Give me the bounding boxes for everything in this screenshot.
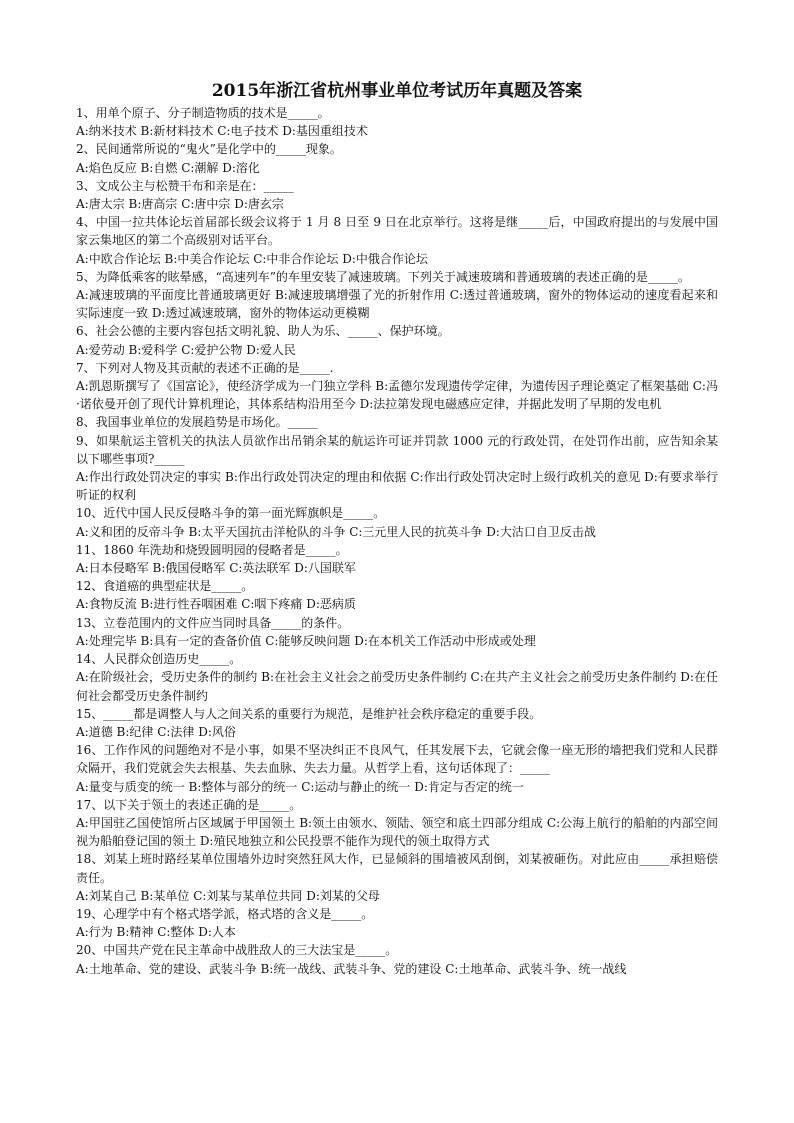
question-text: 4、中国一拉共体论坛首届部长级会议将于 1 月 8 日至 9 日在北京举行。这将是继_____后，中国政府提出的与发展中国家云集地区的第二个高级别对话平台。 <box>76 215 718 248</box>
question-text: 1、用单个原子、分子制造物质的技术是_____。 <box>76 106 330 120</box>
answer-options: A:义和团的反帝斗争 B:太平天国抗击洋枪队的斗争 C:三元里人民的抗英斗争 D:大沽口自卫反击战 <box>76 524 596 539</box>
question-text: 19、心理学中有个格式塔学派，格式塔的含义是_____。 <box>76 906 374 921</box>
answer-options: A:刘某自己 B:某单位 C:刘某与某单位共同 D:刘某的父母 <box>76 888 380 903</box>
question-text: 2、民间通常所说的“鬼火”是化学中的_____现象。 <box>76 142 342 157</box>
answer-options: A:爱劳动 B:爱科学 C:爱护公物 D:爱人民 <box>76 342 296 357</box>
question-text: 17、以下关于领土的表述正确的是_____。 <box>76 797 302 812</box>
answer-options: A:甲国驻乙国使馆所占区域属于甲国领土 B:领土由领水、领陆、领空和底土四部分组成 C:公海上航行的船舶的内部空间视为船舶登记国的领土 D:殖民地独立和公民投票不能作为现代的领土取得方式 <box>76 815 718 849</box>
question-text: 13、立卷范围内的文件应当同时具备_____的条件。 <box>76 615 350 630</box>
answer-options: A:量变与质变的统一 B:整体与部分的统一 C:运动与静止的统一 D:肯定与否定的统一 <box>76 779 524 794</box>
question-text: 12、食道癌的典型症状是_____。 <box>76 579 254 594</box>
answer-options: A:唐太宗 B:唐高宗 C:唐中宗 D:唐玄宗 <box>76 197 284 212</box>
answer-options: A:道德 B:纪律 C:法律 D:风俗 <box>76 724 236 739</box>
answer-options: A:纳米技术 B:新材料技术 C:电子技术 D:基因重组技术 <box>76 124 368 139</box>
question-text: 10、近代中国人民反侵略斗争的第一面光辉旗帜是_____。 <box>76 506 386 521</box>
answer-options: A:凯恩斯撰写了《国富论》，使经济学成为一门独立学科 B:孟德尔发现遗传学定律，为遗传因子理论奠定了框架基础 C:冯·诺依曼开创了现代计算机理论，其体系结构沿用至今 D:法拉第发现电磁感应定律，并据此发明了早期的发电机 <box>76 379 718 412</box>
question-text: 6、社会公德的主要内容包括文明礼貌、助人为乐、_____、保护环境。 <box>76 324 450 339</box>
question-text: 20、中国共产党在民主革命中战胜敌人的三大法宝是_____。 <box>76 943 398 958</box>
answer-options: A:行为 B:精神 C:整体 D:人本 <box>76 925 236 940</box>
answer-options: A:食物反流 B:进行性吞咽困难 C:咽下疼痛 D:恶病质 <box>76 597 356 612</box>
question-text: 8、我国事业单位的发展趋势是市场化。_____ <box>76 415 318 430</box>
question-text: 14、人民群众创造历史_____。 <box>76 652 242 667</box>
answer-options: A:在阶级社会，受历史条件的制约 B:在社会主义社会之前受历史条件制约 C:在共产主义社会之前受历史条件制约 D:在任何社会都受历史条件制约 <box>76 670 718 703</box>
question-text: 15、_____都是调整人与人之间关系的重要行为规范，是维护社会秩序稳定的重要手段。 <box>76 706 542 721</box>
question-text: 7、下列对人物及其贡献的表述不正确的是_____. <box>76 360 334 375</box>
page-title: 2015年浙江省杭州事业单位考试历年真题及答案 <box>211 81 583 101</box>
answer-options: A:日本侵略军 B:俄国侵略军 C:英法联军 D:八国联军 <box>76 561 356 576</box>
document-page <box>76 78 718 978</box>
answer-options: A:土地革命、党的建设、武装斗争 B:统一战线、武装斗争、党的建设 C:土地革命、武装斗争、统一战线 <box>76 961 627 976</box>
question-text: 3、文成公主与松赞干布和亲是在：_____ <box>76 178 294 193</box>
answer-options: A:作出行政处罚决定的事实 B:作出行政处罚决定的理由和依据 C:作出行政处罚决定时上级行政机关的意见 D:有要求举行听证的权利 <box>76 470 718 503</box>
question-text: 16、工作作风的问题绝对不是小事，如果不坚决纠正不良风气，任其发展下去，它就会像一座无形的墙把我们党和人民群众隔开，我们党就会失去根基、失去血脉、失去力量。从哲学上看，这句话体现了：_____ <box>76 743 718 776</box>
answer-options: A:减速玻璃的平面度比普通玻璃更好 B:减速玻璃增强了光的折射作用 C:透过普通玻璃，窗外的物体运动的速度看起来和实际速度一致 D:透过减速玻璃，窗外的物体运动更模糊 <box>76 288 718 321</box>
answer-options: A:焰色反应 B:自燃 C:潮解 D:溶化 <box>76 160 260 175</box>
answer-options: A:处理完毕 B:具有一定的查备价值 C:能够反映问题 D:在本机关工作活动中形成或处理 <box>76 633 536 648</box>
question-list <box>76 104 718 978</box>
question-text: 5、为降低乘客的眩晕感，“高速列车”的车里安装了减速玻璃。下列关于减速玻璃和普通玻璃的表述正确的是_____。 <box>76 269 690 284</box>
question-text: 11、1860 年洗劫和烧毁圆明园的侵略者是_____。 <box>76 542 348 557</box>
answer-options: A:中欧合作论坛 B:中美合作论坛 C:中非合作论坛 D:中俄合作论坛 <box>76 251 428 266</box>
question-text: 9、如果航运主管机关的执法人员欲作出吊销余某的航运许可证并罚款 1000 元的行政处罚，在处罚作出前，应告知余某以下哪些事项?_____ <box>76 433 718 466</box>
question-text: 18、刘某上班时路经某单位围墙外边时突然狂风大作，已显倾斜的围墙被风刮倒，刘某被砸伤。对此应由_____承担赔偿责任。 <box>76 852 718 885</box>
